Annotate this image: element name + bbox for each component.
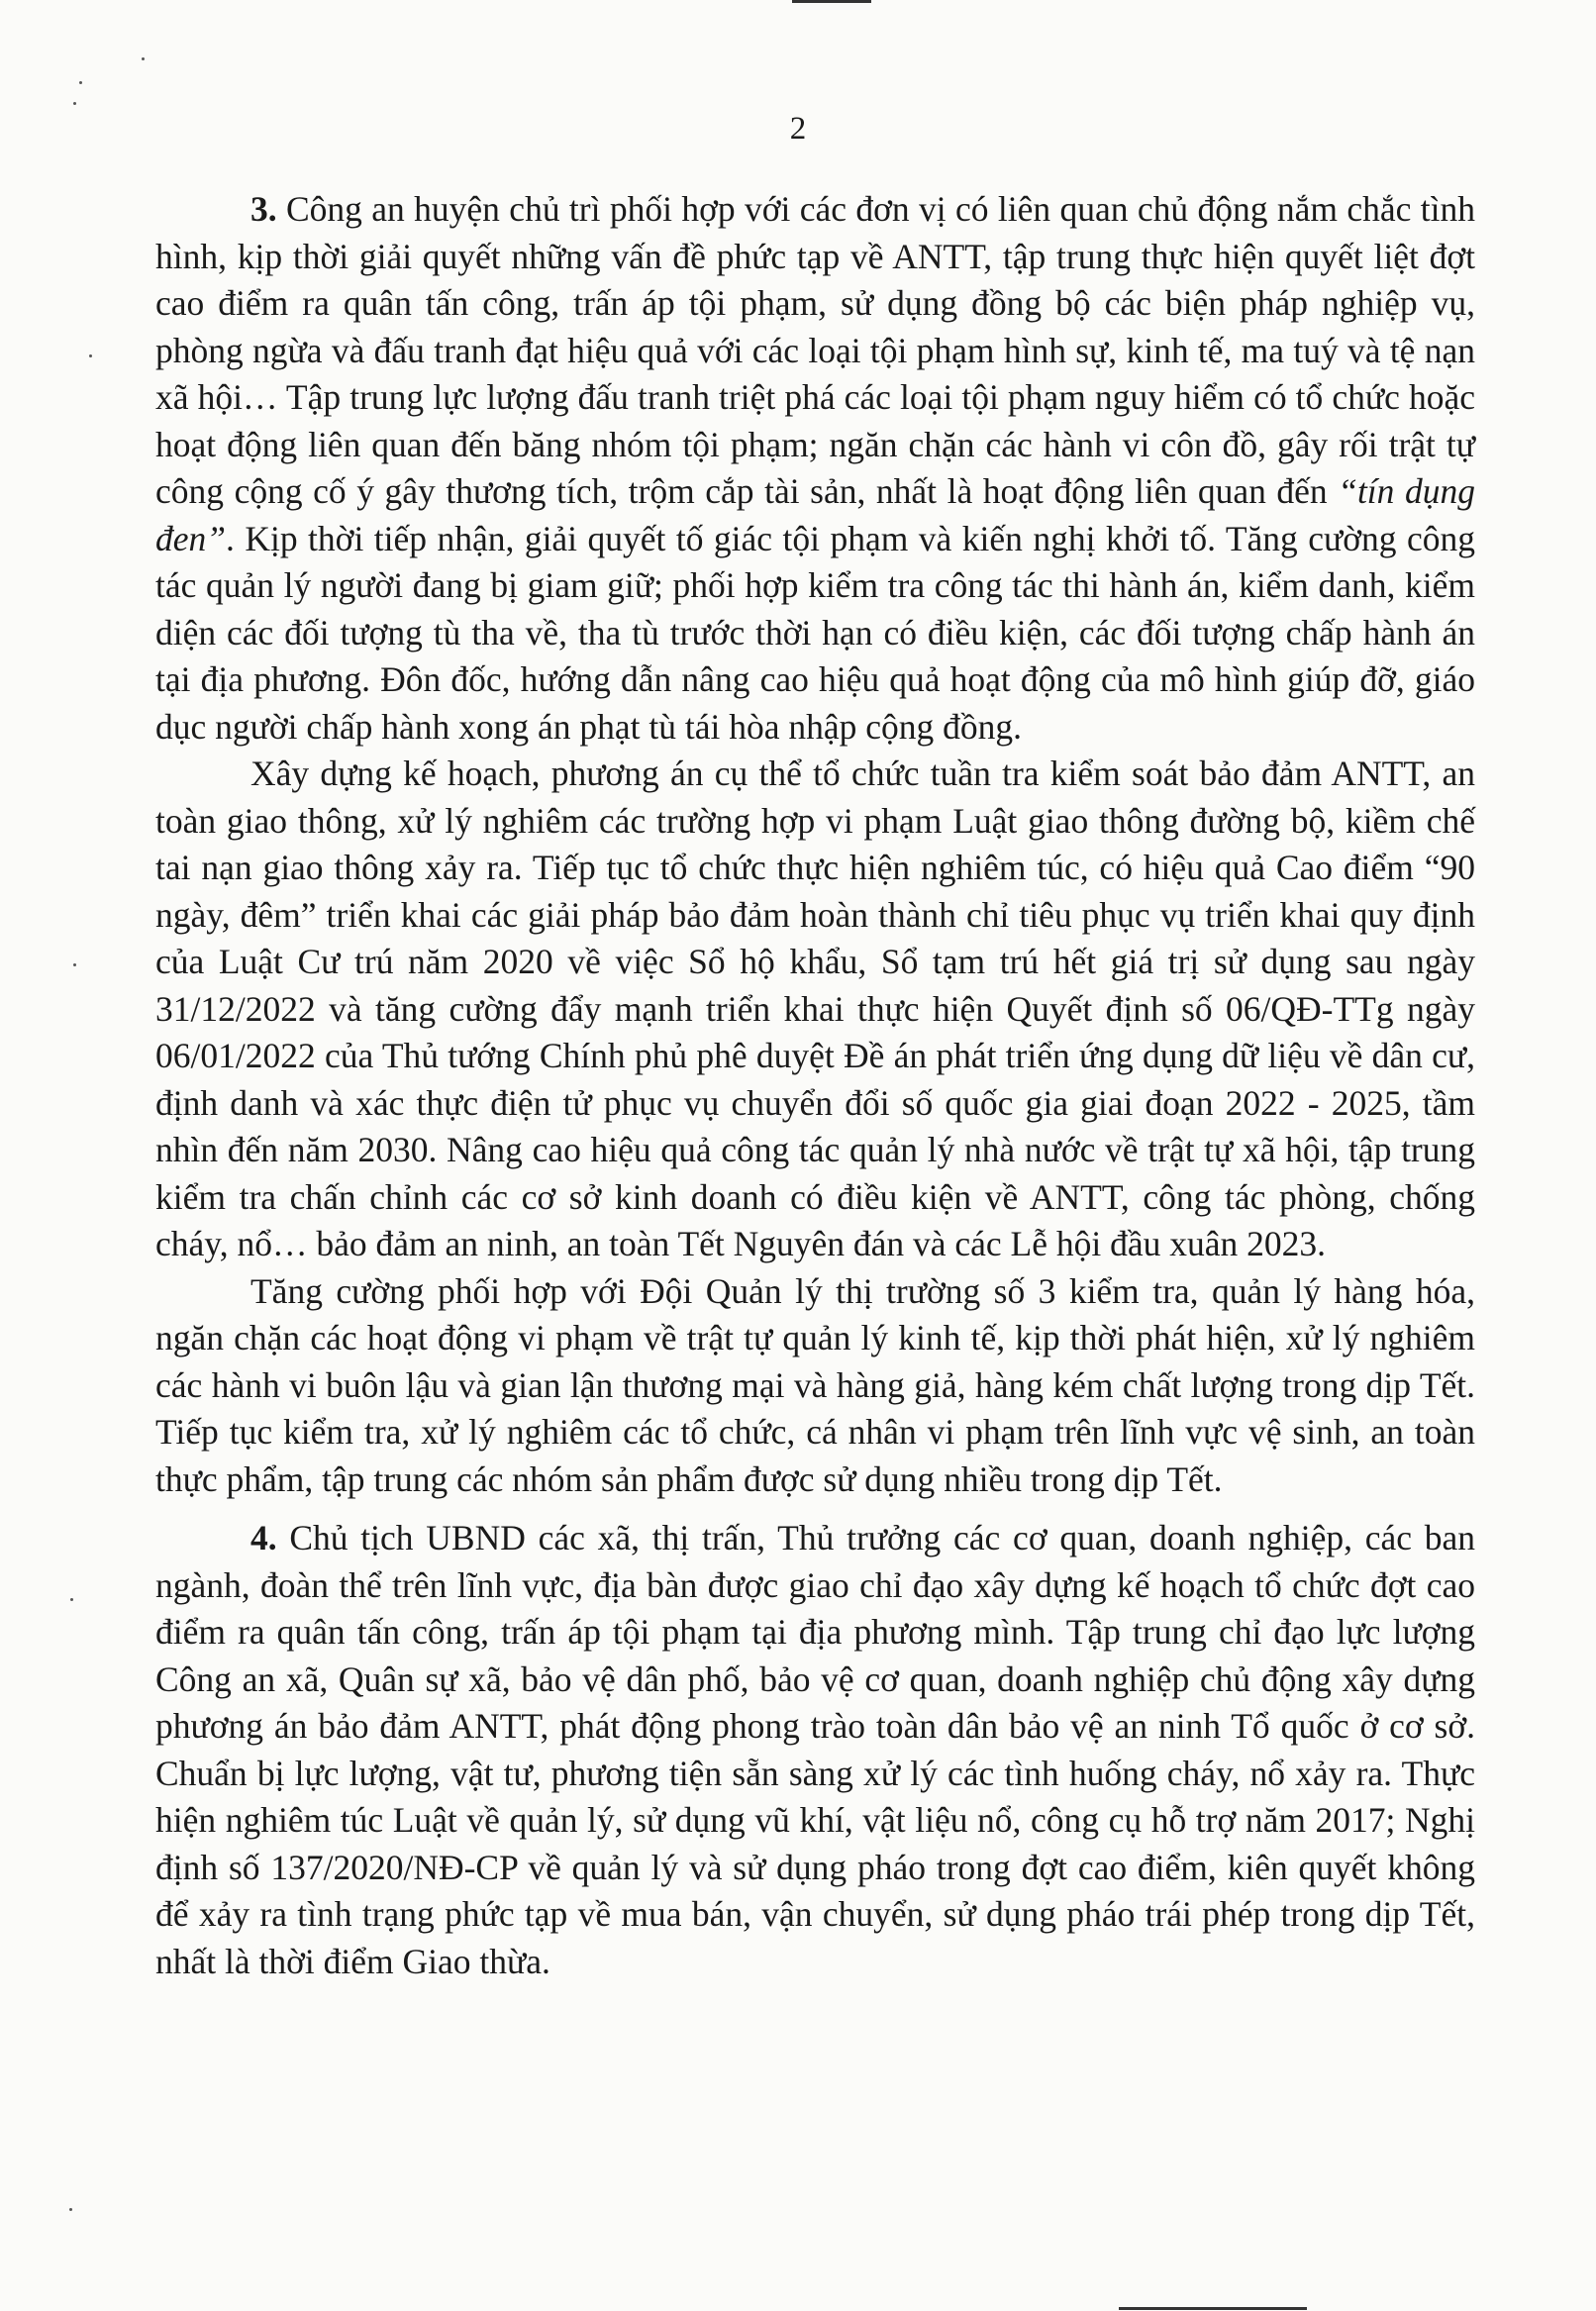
scan-speck (69, 2208, 72, 2211)
paragraph-text: Công an huyện chủ trì phối hợp với các đơn vị có liên quan chủ động nắm chắc tình hình, kịp thời giải quyết những vấn đề phức tạp về ANTT, tập trung thực hiện quyết liệt đợt cao điểm ra quân tấn công, trấn áp tội phạm, sử dụng đồng bộ các biện pháp nghiệp vụ, phòng ngừa và đấu tranh đạt hiệu quả với các loại tội phạm hình sự, kinh tế, ma tuý và tệ nạn xã hội… Tập trung lực lượng đấu tranh triệt phá các loại tội phạm nguy hiểm có tổ chức hoặc hoạt động liên quan đến băng nhóm tội phạm; ngăn chặn các hành vi côn đồ, gây rối trật tự công cộng cố ý gây thương tích, trộm cắp tài sản, nhất là hoạt động liên quan đến (155, 189, 1475, 511)
paragraph-text: Chủ tịch UBND các xã, thị trấn, Thủ trưởng các cơ quan, doanh nghiệp, các ban ngành, đoàn thể trên lĩnh vực, địa bàn được giao chỉ đạo xây dựng kế hoạch tổ chức đợt cao điểm ra quân tấn công, trấn áp tội phạm tại địa phương mình. Tập trung chỉ đạo lực lượng Công an xã, Quân sự xã, bảo vệ dân phố, bảo vệ cơ quan, doanh nghiệp chủ động xây dựng phương án bảo đảm ANTT, phát động phong trào toàn dân bảo vệ an ninh Tổ quốc ở cơ sở. Chuẩn bị lực lượng, vật tư, phương tiện sẵn sàng xử lý các tình huống cháy, nổ xảy ra. Thực hiện nghiêm túc Luật về quản lý, sử dụng vũ khí, vật liệu nổ, công cụ hỗ trợ năm 2017; Nghị định số 137/2020/NĐ-CP về quản lý và sử dụng pháo trong đợt cao điểm, kiên quyết không để xảy ra tình trạng phức tạp về mua bán, vận chuyển, sử dụng pháo trái phép trong dịp Tết, nhất là thời điểm Giao thừa. (155, 1518, 1475, 1981)
paragraph-traffic: Xây dựng kế hoạch, phương án cụ thể tổ chức tuần tra kiểm soát bảo đảm ANTT, an toàn giao thông, xử lý nghiêm các trường hợp vi phạm Luật giao thông đường bộ, kiềm chế tai nạn giao thông xảy ra. Tiếp tục tổ chức thực hiện nghiêm túc, có hiệu quả Cao điểm “90 ngày, đêm” triển khai các giải pháp bảo đảm hoàn thành chỉ tiêu phục vụ triển khai quy định của Luật Cư trú năm 2020 về việc Sổ hộ khẩu, Sổ tạm trú hết giá trị sử dụng sau ngày 31/12/2022 và tăng cường đẩy mạnh triển khai thực hiện Quyết định số 06/QĐ-TTg ngày 06/01/2022 của Thủ tướng Chính phủ phê duyệt Đề án phát triển ứng dụng dữ liệu về dân cư, định danh và xác thực điện tử phục vụ chuyển đổi số quốc gia giai đoạn 2022 - 2025, tầm nhìn đến năm 2030. Nâng cao hiệu quả công tác quản lý nhà nước về trật tự xã hội, tập trung kiểm tra chấn chỉnh các cơ sở kinh doanh có điều kiện về ANTT, công tác phòng, chống cháy, nổ… bảo đảm an ninh, an toàn Tết Nguyên đán và các Lễ hội đầu xuân 2023. (155, 754, 1475, 1263)
paragraph-text: . Kịp thời tiếp nhận, giải quyết tố giác tội phạm và kiến nghị khởi tố. Tăng cường công tác quản lý người đang bị giam giữ; phối hợp kiểm tra công tác thi hành án, kiểm danh, kiểm diện các đối tượng tù tha về, tha tù trước thời hạn có điều kiện, các đối tượng chấp hành án tại địa phương. Đôn đốc, hướng dẫn nâng cao hiệu quả hoạt động của mô hình giúp đỡ, giáo dục người chấp hành xong án phạt tù tái hòa nhập cộng đồng. (155, 518, 1475, 747)
scan-speck (73, 102, 76, 105)
section-number: 3. (250, 189, 277, 229)
scan-speck (142, 57, 145, 60)
paragraph-market: Tăng cường phối hợp với Đội Quản lý thị trường số 3 kiểm tra, quản lý hàng hóa, ngăn chặn các hoạt động vi phạm về trật tự quản lý kinh tế, kịp thời phát hiện, xử lý nghiêm các hành vi buôn lậu và gian lận thương mại và hàng giả, hàng kém chất lượng trong dịp Tết. Tiếp tục kiểm tra, xử lý nghiêm các tổ chức, cá nhân vi phạm trên lĩnh vực vệ sinh, an toàn thực phẩm, tập trung các nhóm sản phẩm được sử dụng nhiều trong dịp Tết. (155, 1270, 1475, 1499)
page-number: 2 (789, 111, 807, 147)
paragraph-section-4 (155, 1515, 1475, 1985)
scan-edge-bottom (1119, 2307, 1307, 2310)
document-body (155, 186, 1475, 1985)
italic-term: “tín dụng đen” (155, 471, 1475, 558)
scan-speck (79, 81, 82, 84)
paragraph-section-3 (155, 186, 1475, 751)
scan-edge-top (792, 0, 871, 3)
scan-speck (70, 1598, 73, 1601)
section-number: 4. (250, 1518, 277, 1557)
scan-speck (89, 354, 92, 357)
scan-speck (73, 963, 76, 966)
